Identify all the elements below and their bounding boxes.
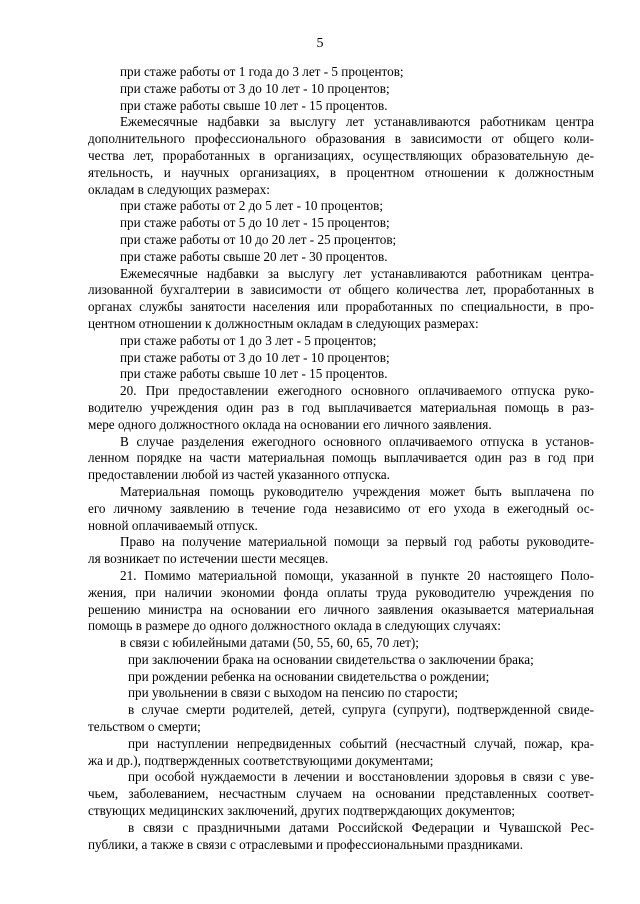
text-line: ствующих медицинских заключений, других подтверждающих документов;	[88, 803, 516, 819]
text-line: Право на получение материальной помощи за первый год работы руководите-	[120, 534, 594, 550]
text-line: предоставлении любой из частей указанного отпуска.	[88, 467, 390, 483]
text-line: Ежемесячные надбавки за выслугу лет устанавливаются работникам центра-	[120, 265, 594, 281]
text-line: чьем, заболеванием, несчастным случаем на основании представленных соответ-	[88, 786, 594, 802]
text-line: чества лет, проработанных в организациях, осуществляющих образовательную де-	[88, 147, 594, 163]
text-line: при увольнении в связи с выходом на пенсию по старости;	[128, 685, 459, 701]
text-line: органах службы занятости населения или проработанных по специальности, в про-	[88, 299, 594, 315]
text-line: решению министра на основании его личного заявления оказывается материальная	[88, 601, 594, 617]
text-line: ятельность, и научных организациях, в процентном отношении к должностным	[88, 164, 594, 180]
text-line: в связи с праздничными датами Российской Федерации и Чувашской Рес-	[128, 819, 594, 835]
text-line: центном отношении к должностным окладам в следующих размерах:	[88, 315, 479, 331]
text-line: его личному заявлению в течение года независимо от его ухода в ежегодный ос-	[88, 500, 594, 516]
text-line: при стаже работы от 5 до 10 лет - 15 процентов;	[120, 215, 390, 231]
text-line: помощь в размере до одного должностного оклада в следующих случаях:	[88, 618, 501, 634]
text-line: тельством о смерти;	[88, 719, 201, 735]
text-line: в случае смерти родителей, детей, супруга (супруги), подтвержденной свиде-	[128, 702, 594, 718]
text-line: В случае разделения ежегодного основного оплачиваемого отпуска в установ-	[120, 433, 594, 449]
text-line: новной оплачиваемый отпуск.	[88, 517, 258, 533]
text-line: при заключении брака на основании свидетельства о заключении брака;	[128, 651, 534, 667]
text-line: при особой нуждаемости в лечении и восстановлении здоровья в связи с уве-	[128, 769, 594, 785]
text-line: в связи с юбилейными датами (50, 55, 60, 65, 70 лет);	[120, 635, 419, 651]
text-line: при стаже работы свыше 10 лет - 15 процентов.	[120, 366, 388, 382]
text-line: Материальная помощь руководителю учреждения может быть выплачена по	[120, 483, 594, 499]
text-line: при стаже работы от 10 до 20 лет - 25 процентов;	[120, 231, 397, 247]
text-line: при стаже работы от 1 до 3 лет - 5 процентов;	[120, 332, 377, 348]
text-line: при стаже работы свыше 10 лет - 15 процентов.	[120, 97, 388, 113]
text-line: окладам в следующих размерах:	[88, 181, 270, 197]
text-line: при стаже работы от 3 до 10 лет - 10 процентов;	[120, 349, 390, 365]
text-line: при стаже работы от 1 года до 3 лет - 5 процентов;	[120, 64, 404, 79]
text-line: при стаже работы от 2 до 5 лет - 10 процентов;	[120, 198, 384, 214]
page-number: 5	[316, 36, 324, 51]
text-line: жения, при наличии экономии фонда оплаты труда руководителю учреждения по	[88, 584, 594, 600]
text-line: жа и др.), подтвержденных соответствующими документами;	[88, 752, 434, 768]
text-line: ленном порядке на части материальная помощь выплачивается один раз в год при	[88, 450, 594, 466]
text-line: мере одного должностного оклада на основании его личного заявления.	[88, 416, 492, 432]
text-line: публики, а также в связи с отраслевыми и профессиональными праздниками.	[88, 836, 524, 852]
text-line: при рождении ребенка на основании свидетельства о рождении;	[128, 668, 490, 684]
text-line: при наступлении непредвиденных событий (несчастный случай, пожар, кра-	[128, 735, 594, 751]
text-line: ля возникает по истечении шести месяцев.	[88, 551, 329, 567]
text-line: дополнительного профессионального образования в зависимости от общего коли-	[88, 131, 594, 147]
text-line: Ежемесячные надбавки за выслугу лет устанавливаются работникам центра	[120, 114, 594, 130]
text-line: 20. При предоставлении ежегодного основного оплачиваемого отпуска руко-	[120, 383, 594, 399]
text-line: 21. Помимо материальной помощи, указанной в пункте 20 настоящего Поло-	[120, 567, 594, 583]
document-body	[88, 64, 594, 853]
text-line: при стаже работы от 3 до 10 лет - 10 процентов;	[120, 80, 390, 96]
text-line: при стаже работы свыше 20 лет - 30 процентов.	[120, 248, 388, 264]
text-line: водителю учреждения один раз в год выплачивается материальная помощь в раз-	[88, 399, 594, 415]
text-line: лизованной бухгалтерии в зависимости от общего количества лет, проработанных в	[88, 282, 594, 298]
